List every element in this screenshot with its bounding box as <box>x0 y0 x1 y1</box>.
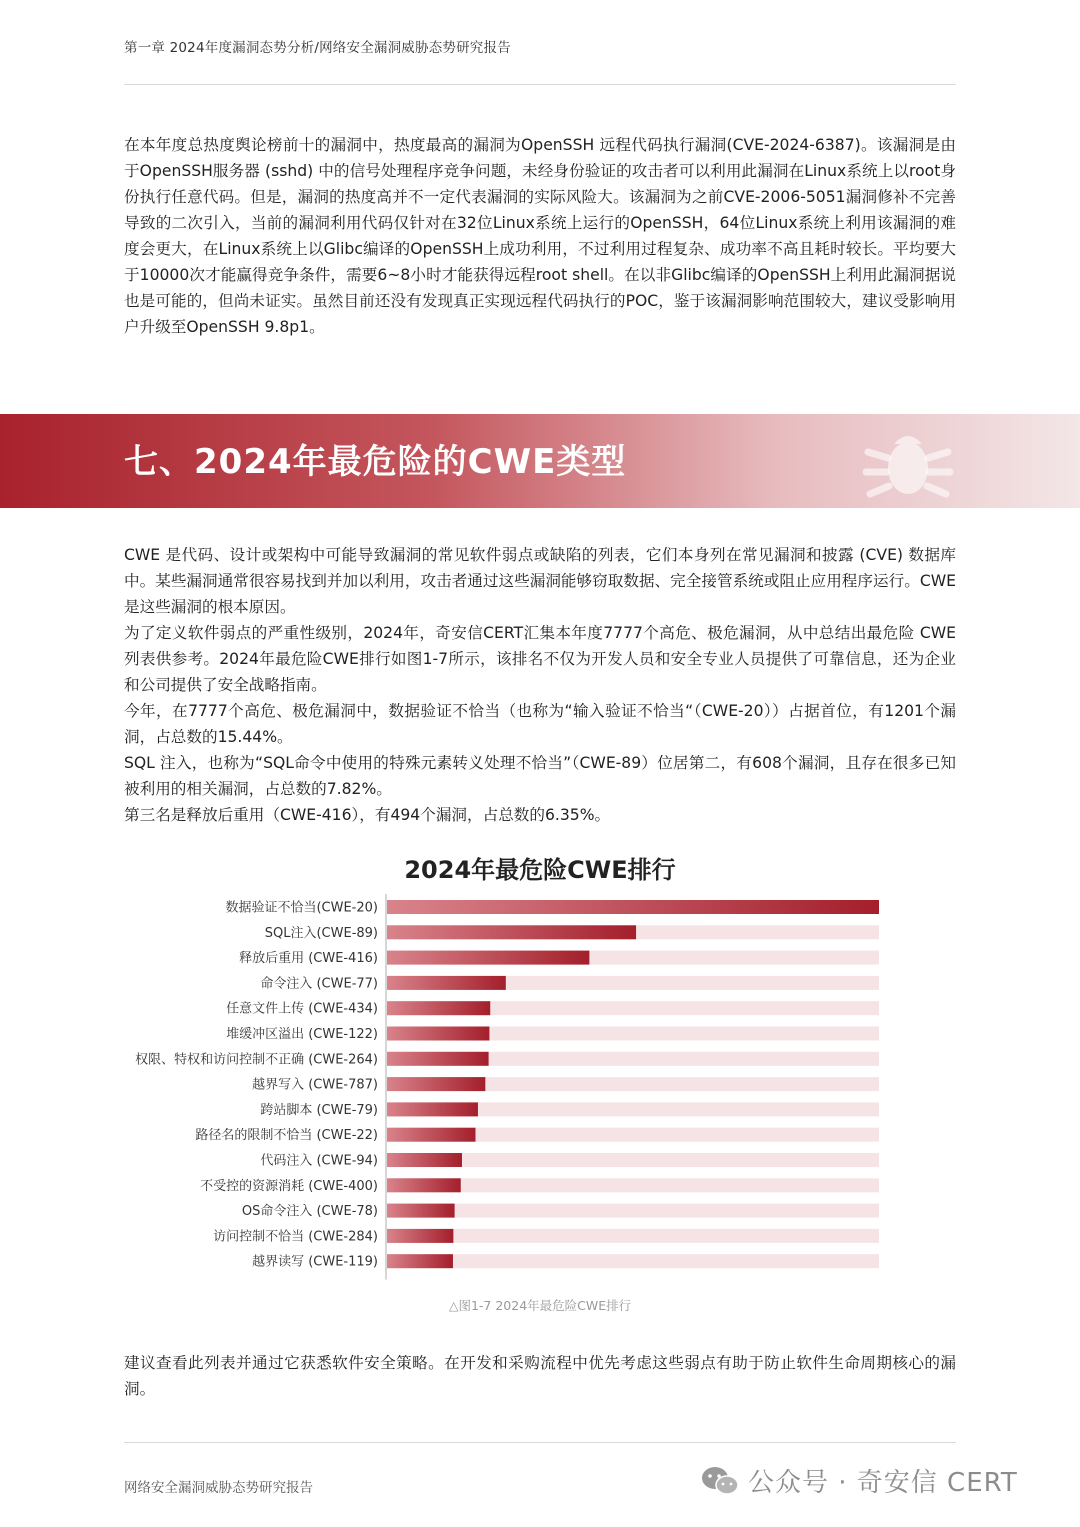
closing-text: 建议查看此列表并通过它获悉软件安全策略。在开发和采购流程中优先考虑这些弱点有助于防止软件生命周期核心的漏洞。 <box>124 1354 956 1398</box>
bar <box>387 1001 490 1015</box>
category-label: 代码注入 (CWE-94) <box>260 1153 378 1169</box>
bar <box>387 925 636 939</box>
section-banner <box>0 414 1080 508</box>
wechat-icon <box>700 1465 740 1497</box>
category-label: 权限、特权和访问控制不正确 (CWE-264) <box>135 1052 378 1068</box>
bar <box>387 1229 453 1243</box>
category-label: 命令注入 (CWE-77) <box>260 976 378 992</box>
body-paragraph-2: 为了定义软件弱点的严重性级别，2024年，奇安信CERT汇集本年度7777个高危、极危漏洞，从中总结出最危险 CWE 列表供参考。2024年最危险CWE排行如图1-7所示，该排名不仅为开发人员和安全专业人员提供了可靠信息，还为企业和公司提供了安全战略指南。 <box>124 624 956 694</box>
bar-track <box>387 1178 879 1192</box>
bar-track <box>387 1204 879 1218</box>
closing-paragraph <box>124 1350 956 1402</box>
category-label: 任意文件上传 (CWE-434) <box>226 1001 378 1017</box>
footer-report-name: 网络安全漏洞威胁态势研究报告 <box>124 1480 313 1496</box>
body-paragraph-1: CWE 是代码、设计或架构中可能导致漏洞的常见软件弱点或缺陷的列表，它们本身列在常见漏洞和披露 (CVE) 数据库中。某些漏洞通常很容易找到并加以利用，攻击者通过这些漏洞能够窃取数据、完全接管系统或阻止应用程序运行。CWE 是这些漏洞的根本原因。 <box>124 546 956 616</box>
category-label: 越界写入 (CWE-787) <box>252 1077 378 1093</box>
body-paragraph-5: 第三名是释放后重用（CWE-416），有494个漏洞，占总数的6.35%。 <box>124 806 611 824</box>
category-label: 数据验证不恰当(CWE-20) <box>225 900 378 916</box>
category-label: 堆缓冲区溢出 (CWE-122) <box>226 1027 378 1042</box>
bar <box>387 1153 462 1167</box>
figure-caption: △图1-7 2024年最危险CWE排行 <box>448 1298 632 1313</box>
bar <box>387 1102 478 1116</box>
cwe-ranking-chart <box>110 892 910 1284</box>
body-paragraph-3: 今年，在7777个高危、极危漏洞中，数据验证不恰当（也称为“输入验证不恰当“（CWE-20））占据首位，有1201个漏洞，占总数的15.44%。 <box>124 702 956 746</box>
section-title: 七、2024年最危险的CWE类型 <box>124 442 627 482</box>
category-label: 越界读写 (CWE-119) <box>252 1254 378 1270</box>
bar <box>387 951 589 965</box>
watermark-text: 公众号 · 奇安信 CERT <box>748 1468 1018 1498</box>
watermark <box>700 1462 1018 1499</box>
page-header: 第一章 2024年度漏洞态势分析/网络安全漏洞威胁态势研究报告 <box>124 40 511 56</box>
bug-icon <box>860 422 956 502</box>
footer-divider <box>124 1442 956 1443</box>
body-paragraphs <box>124 542 956 828</box>
category-label: 路径名的限制不恰当 (CWE-22) <box>195 1128 378 1144</box>
bar <box>387 900 879 914</box>
intro-paragraph <box>124 132 956 340</box>
chart-svg <box>110 892 910 1284</box>
bar <box>387 1128 475 1142</box>
chart-title: 2024年最危险CWE排行 <box>404 856 676 884</box>
category-label: SQL注入(CWE-89) <box>264 925 378 941</box>
bar-track <box>387 1229 879 1243</box>
bar <box>387 1077 485 1091</box>
header-divider <box>124 84 956 85</box>
bar <box>387 1254 453 1268</box>
category-label: 访问控制不恰当 (CWE-284) <box>213 1229 378 1245</box>
category-label: 释放后重用 (CWE-416) <box>239 951 378 967</box>
category-label: OS命令注入 (CWE-78) <box>241 1204 378 1220</box>
bar <box>387 1178 461 1192</box>
category-label: 不受控的资源消耗 (CWE-400) <box>200 1178 378 1194</box>
category-label: 跨站脚本 (CWE-79) <box>260 1102 378 1118</box>
bar <box>387 1027 489 1041</box>
body-paragraph-4: SQL 注入，也称为“SQL命令中使用的特殊元素转义处理不恰当”（CWE-89）位居第二，有608个漏洞，且存在很多已知被利用的相关漏洞，占总数的7.82%。 <box>124 754 956 798</box>
bar <box>387 1204 455 1218</box>
bar-track <box>387 1254 879 1268</box>
bar <box>387 1052 489 1066</box>
bar <box>387 976 506 990</box>
intro-text: 在本年度总热度舆论榜前十的漏洞中，热度最高的漏洞为OpenSSH 远程代码执行漏洞(CVE-2024-6387)。该漏洞是由于OpenSSH服务器 (sshd) 中的信号处理程序竞争问题，未经身份验证的攻击者可以利用此漏洞在Linux系统上以root身份执行任意代码。但是，漏洞的热度高并不一定代表漏洞的实际风险大。该漏洞为之前CVE-2006-5051漏洞修补不完善导致的二次引入，当前的漏洞利用代码仅针对在32位Linux系统上运行的OpenSSH，64位Linux系统上利用该漏洞的难度会更大，在Linux系统上以Glibc编译的OpenSSH上成功利用，不过利用过程复杂、成功率不高且耗时较长。平均要大于10000次才能赢得竞争条件，需要6~8小时才能获得远程root shell。在以非Glibc编译的OpenSSH上利用此漏洞据说也是可能的，但尚未证实。虽然目前还没有发现真正实现远程代码执行的POC，鉴于该漏洞影响范围较大，建议受影响用户升级至OpenSSH 9.8p1。 <box>124 136 956 336</box>
